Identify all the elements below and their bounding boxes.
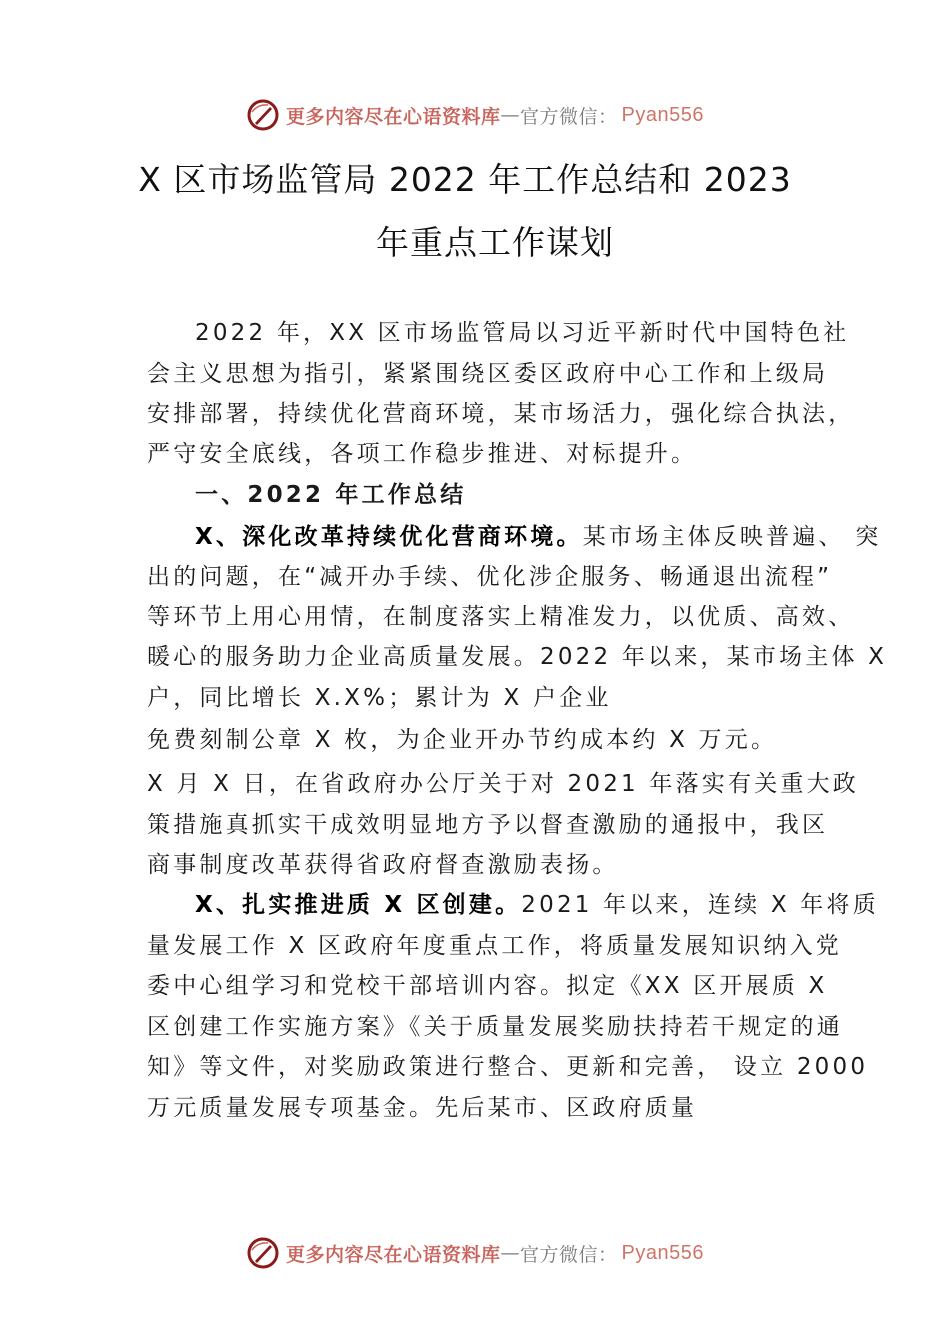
paragraph-line: 知》等文件，对奖励政策进行整合、更新和完善， 设立 2000 <box>147 1054 869 1080</box>
wechat-id: Pyan556 <box>621 103 704 126</box>
document-title-line-2: 年重点工作谋划 <box>376 223 614 262</box>
paragraph-line: 严守安全底线，各项工作稳步推进、对标提升。 <box>147 441 698 467</box>
wechat-id: Pyan556 <box>621 1241 704 1264</box>
paragraph-line: 量发展工作 X 区政府年度重点工作，将质量发展知识纳入党 <box>147 933 842 959</box>
paragraph-line: 会主义思想为指引，紧紧围绕区委区政府中心工作和上级局 <box>147 361 829 387</box>
paragraph-line: 等环节上用心用情，在制度落实上精准发力，以优质、高效、 <box>147 604 855 630</box>
paragraph-line: X 月 X 日，在省政府办公厅关于对 2021 年落实有关重大政 <box>147 771 860 797</box>
paragraph-line <box>195 886 879 919</box>
paragraph-line <box>195 518 881 551</box>
promo-text: 更多内容尽在心语资料库 <box>286 105 501 128</box>
paragraph-line: 2022 年，XX 区市场监管局以习近平新时代中国特色社 <box>195 320 850 346</box>
paragraph-line: 暖心的服务助力企业高质量发展。2022 年以来，某市场主体 X <box>147 644 888 670</box>
paragraph-line: 区创建工作实施方案》《关于质量发展奖励扶持若干规定的通 <box>147 1014 843 1040</box>
paragraph-line: 出的问题，在“减开办手续、优化涉企服务、畅通退出流程” <box>147 564 833 590</box>
separator: — <box>500 1242 521 1264</box>
wechat-label: 官方微信： <box>520 1243 618 1266</box>
bold-lead: X、深化改革持续优化营商环境。 <box>195 524 583 550</box>
section-heading: 一、2022 年工作总结 <box>195 482 467 508</box>
paragraph-line: 委中心组学习和党校干部培训内容。拟定《XX 区开展质 X <box>147 973 828 999</box>
paragraph-text: 某市场主体反映普遍、 突 <box>582 524 882 550</box>
separator: — <box>500 104 521 126</box>
paragraph-line: 户，同比增长 X.X%；累计为 X 户企业 <box>147 685 612 711</box>
paragraph-line: 策措施真抓实干成效明显地方予以督查激励的通报中，我区 <box>147 812 829 838</box>
document-title-line-1: X 区市场监管局 2022 年工作总结和 2023 <box>138 160 792 199</box>
promo-text: 更多内容尽在心语资料库 <box>286 1243 501 1266</box>
paragraph-line: 万元质量发展专项基金。先后某市、区政府质量 <box>147 1095 698 1121</box>
footer-watermark-banner <box>0 1231 950 1275</box>
quill-pen-logo-icon <box>246 1236 280 1270</box>
paragraph-text: 2021 年以来，连续 X 年将质 <box>521 892 879 918</box>
quill-pen-logo-icon <box>246 98 280 132</box>
paragraph-line: 免费刻制公章 X 枚，为企业开办节约成本约 X 万元。 <box>147 727 778 753</box>
paragraph-line: 安排部署，持续优化营商环境，某市场活力，强化综合执法， <box>147 401 855 427</box>
wechat-label: 官方微信： <box>520 105 618 128</box>
paragraph-line: 商事制度改革获得省政府督查激励表扬。 <box>147 852 619 878</box>
bold-lead: X、扎实推进质 X 区创建。 <box>195 892 522 918</box>
header-watermark-banner <box>0 93 950 137</box>
